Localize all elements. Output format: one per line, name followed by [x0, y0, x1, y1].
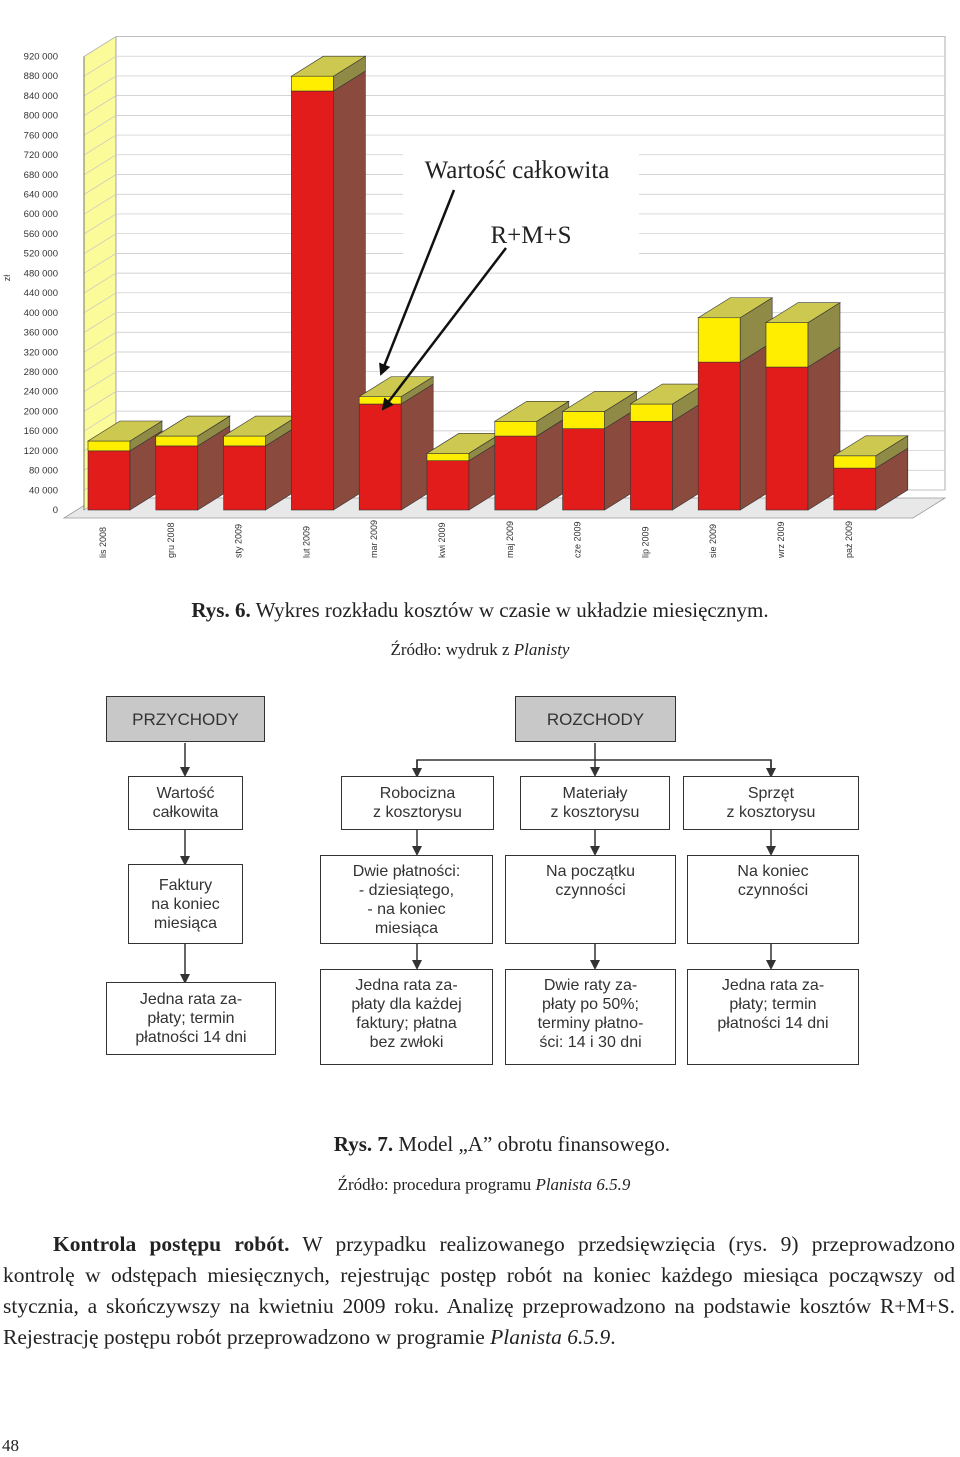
y-tick-label: 0	[52, 505, 58, 516]
y-tick-label: 480 000	[23, 268, 58, 280]
box-raty-3: Dwie raty za- płaty po 50%; terminy płatno- ści: 14 i 30 dni	[505, 969, 676, 1065]
y-tick-label: 920 000	[23, 51, 58, 63]
box-dwie-platnosci: Dwie płatności: - dziesiątego, - na koniec miesiąca	[320, 855, 493, 944]
y-tick-label: 440 000	[23, 288, 58, 300]
figure-7-label: Rys. 7.	[333, 1132, 394, 1156]
box-rata-1: Jedna rata za- płaty; termin płatności 14 dni	[106, 982, 276, 1055]
x-tick-label: maj 2009	[504, 520, 515, 558]
figure-7-source	[4, 1175, 960, 1195]
y-tick-label: 840 000	[23, 90, 58, 102]
figure-6-label: Rys. 6.	[191, 598, 251, 622]
figure-7-source-prefix: Źródło: procedura programu	[337, 1175, 536, 1194]
x-tick-label: paź 2009	[843, 520, 854, 558]
x-tick-label: kwi 2009	[437, 522, 447, 558]
y-tick-label: 360 000	[23, 327, 58, 339]
x-tick-label: sie 2009	[708, 523, 719, 558]
y-tick-label: 520 000	[23, 248, 58, 260]
x-tick-label: wrz 2009	[776, 521, 786, 558]
x-tick-label: sty 2009	[233, 523, 244, 558]
box-na-poczatku: Na początku czynności	[505, 855, 676, 944]
box-rata-4: Jedna rata za- płaty; termin płatności 14 dni	[687, 969, 859, 1065]
paragraph-heading: Kontrola postępu robót.	[53, 1232, 290, 1256]
box-rata-2: Jedna rata za- płaty dla każdej faktury; płatna bez zwłoki	[320, 969, 493, 1065]
y-tick-label: 40 000	[28, 485, 58, 497]
y-tick-label: 680 000	[23, 169, 58, 181]
y-axis-label: zł	[2, 274, 12, 282]
y-tick-label: 560 000	[23, 228, 58, 240]
x-tick-label: gru 2008	[165, 522, 176, 558]
y-tick-label: 800 000	[23, 110, 58, 122]
y-tick-label: 160 000	[23, 426, 58, 438]
x-tick-label: mar 2009	[369, 519, 380, 558]
y-tick-label: 640 000	[23, 189, 58, 201]
annotation-line2: R+M+S	[490, 222, 572, 249]
y-tick-label: 80 000	[28, 465, 58, 477]
paragraph-end: .	[610, 1325, 616, 1349]
y-tick-label: 880 000	[23, 71, 58, 83]
paragraph-italic: Planista 6.5.9	[490, 1325, 611, 1349]
box-na-koniec: Na koniec czynności	[687, 855, 859, 944]
figure-7-source-italic: Planista 6.5.9	[535, 1175, 631, 1194]
box-sprzet: Sprzęt z kosztorysu	[683, 776, 859, 830]
y-tick-label: 600 000	[23, 209, 58, 221]
body-paragraph	[3, 1229, 955, 1353]
y-tick-label: 200 000	[23, 406, 58, 418]
box-faktury: Faktury na koniec miesiąca	[128, 864, 243, 944]
x-tick-label: lut 2009	[301, 525, 312, 558]
y-tick-label: 720 000	[23, 150, 58, 162]
y-tick-label: 240 000	[23, 386, 58, 398]
x-tick-label: cze 2009	[572, 521, 583, 558]
x-tick-label: lis 2008	[98, 526, 108, 558]
y-tick-label: 280 000	[23, 366, 58, 378]
box-rozchody: ROZCHODY	[515, 696, 676, 742]
box-materialy: Materiały z kosztorysu	[520, 776, 670, 830]
box-przychody: PRZYCHODY	[106, 696, 265, 742]
x-tick-label: lip 2009	[640, 526, 651, 558]
figure-6-source-italic: Planisty	[513, 640, 570, 659]
figure-6-text: Wykres rozkładu kosztów w czasie w układzie miesięcznym.	[250, 598, 769, 622]
figure-6-source-prefix: Źródło: wydruk z	[390, 640, 514, 659]
y-tick-label: 400 000	[23, 307, 58, 319]
figure-7-caption	[22, 1132, 960, 1157]
paragraph-text: W przypadku realizowanego przedsięwzięcia (rys. 9) przeprowadzono kontrolę w odstępach miesięcznych, rejestrując postęp robót na koniec każdego miesiąca począwszy od stycznia, a skończywszy na kwietniu 2009 roku. Analizę przeprowadzono na podstawie kosztów R+M+S. Rejestrację postępu robót przeprowadzono w programie	[3, 1232, 955, 1349]
box-wartosc-calkowita: Wartość całkowita	[128, 776, 243, 830]
box-robocizna: Robocizna z kosztorysu	[341, 776, 494, 830]
y-tick-label: 320 000	[23, 347, 58, 359]
annotation-line1: Wartość całkowita	[424, 157, 610, 184]
y-tick-label: 120 000	[23, 445, 58, 457]
figure-7-text: Model „A” obrotu finansowego.	[393, 1132, 671, 1156]
page-number: 48	[2, 1436, 19, 1455]
y-tick-label: 760 000	[23, 130, 58, 142]
